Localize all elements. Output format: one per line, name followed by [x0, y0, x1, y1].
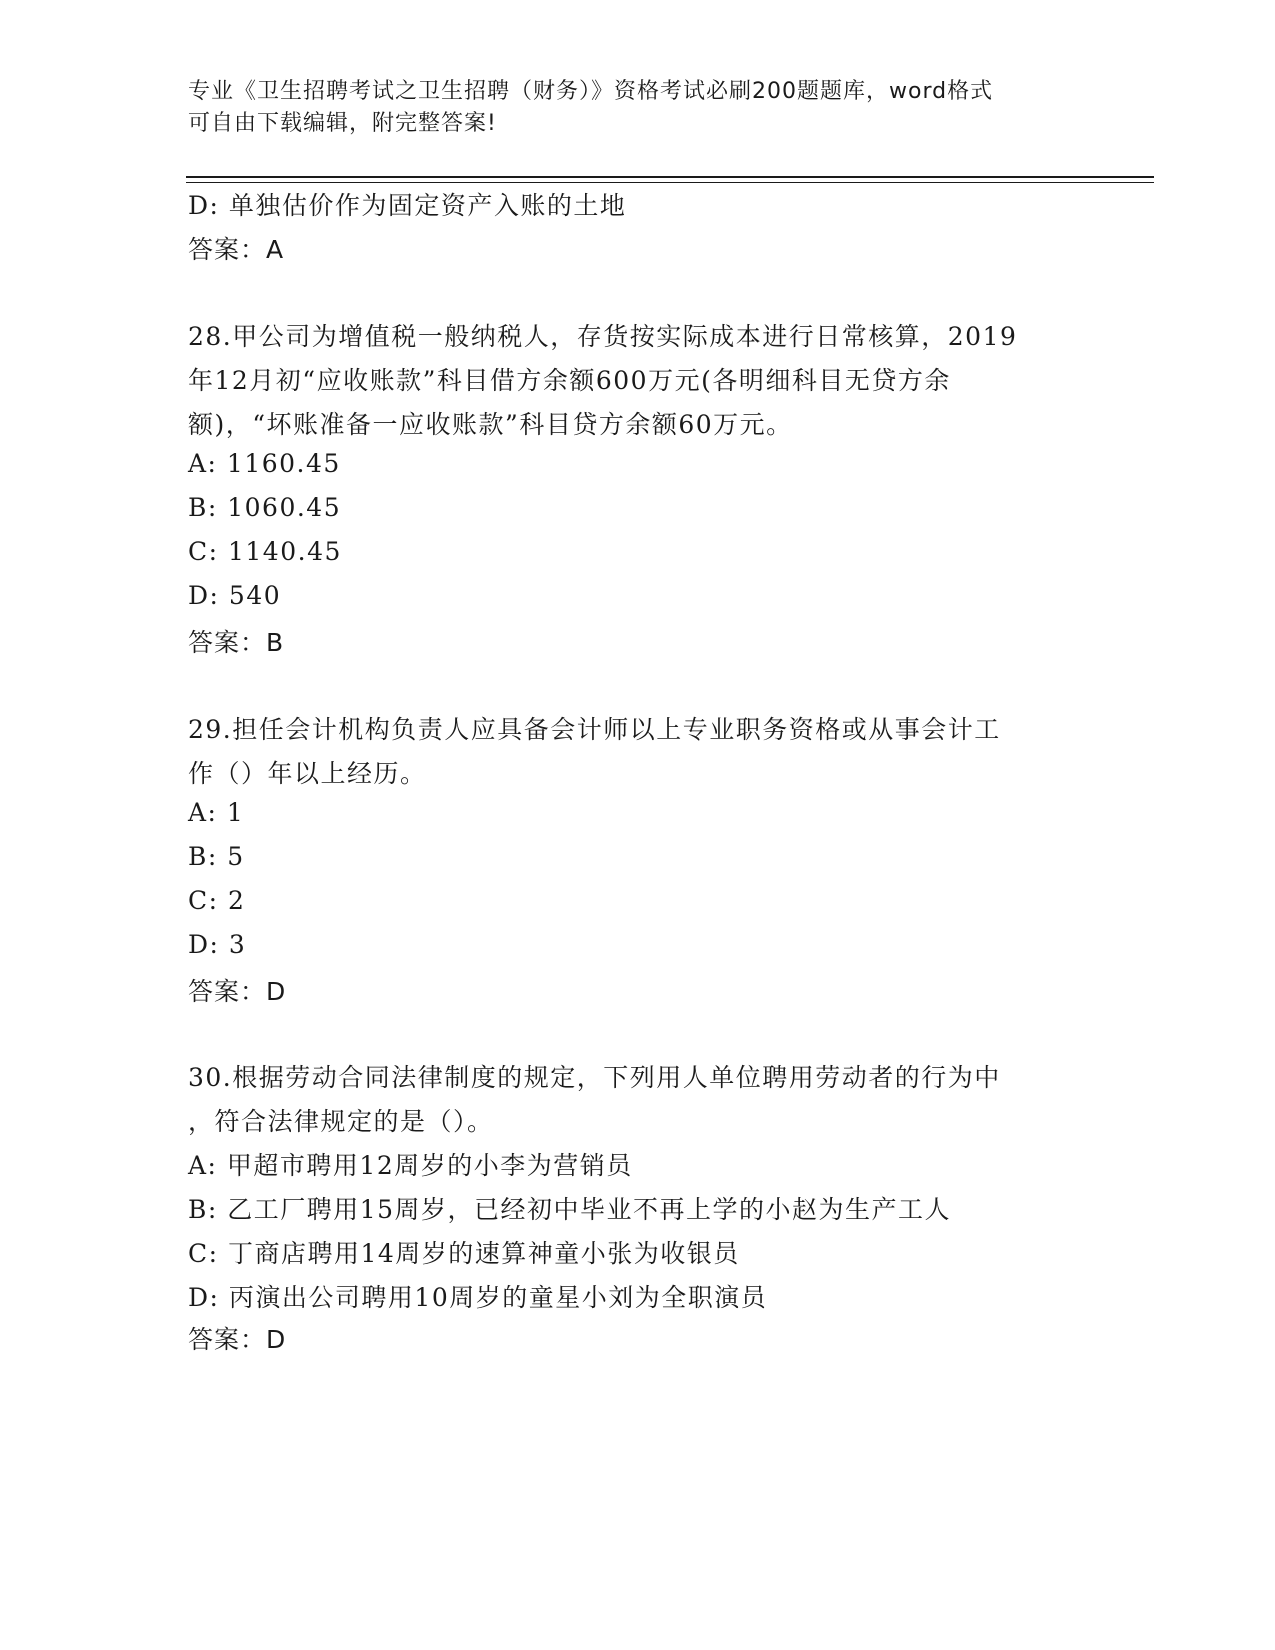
option-c: C: 1140.45 [188, 537, 342, 566]
answer-label: 答案：B [188, 628, 285, 657]
header-divider-thick [186, 176, 1154, 178]
header-line-2: 可自由下载编辑，附完整答案! [188, 111, 497, 136]
option-b: B: 乙工厂聘用15周岁，已经初中毕业不再上学的小赵为生产工人 [188, 1195, 952, 1224]
question-stem-line: 29.担任会计机构负责人应具备会计师以上专业职务资格或从事会计工 [188, 715, 1001, 744]
option-c: C: 丁商店聘用14周岁的速算神童小张为收银员 [188, 1239, 740, 1268]
answer-label: 答案：D [188, 977, 287, 1006]
option-a: A: 1 [188, 798, 245, 827]
prev-answer: 答案：A [188, 235, 285, 264]
header-line-1: 专业《卫生招聘考试之卫生招聘（财务）》资格考试必刷200题题库，word格式 [188, 79, 994, 104]
question-stem-line: 30.根据劳动合同法律制度的规定，下列用人单位聘用劳动者的行为中 [188, 1063, 1001, 1092]
option-d: D: 540 [188, 581, 282, 610]
prev-option-d: D: 单独估价作为固定资产入账的土地 [188, 191, 627, 220]
document-header [188, 76, 1068, 140]
option-d: D: 3 [188, 930, 247, 959]
option-a: A: 甲超市聘用12周岁的小李为营销员 [188, 1151, 633, 1180]
question-stem-line: 28.甲公司为增值税一般纳税人，存货按实际成本进行日常核算，2019 [188, 322, 1018, 351]
question-stem-line: 额)，“坏账准备一应收账款”科目贷方余额60万元。 [188, 410, 793, 439]
option-a: A: 1160.45 [188, 449, 341, 478]
option-d: D: 丙演出公司聘用10周岁的童星小刘为全职演员 [188, 1283, 768, 1312]
answer-label: 答案：D [188, 1325, 287, 1354]
option-b: B: 1060.45 [188, 493, 342, 522]
header-divider-thin [186, 182, 1154, 183]
question-stem-line: 作（）年以上经历。 [188, 759, 427, 788]
option-c: C: 2 [188, 886, 246, 915]
question-stem-line: ，符合法律规定的是（）。 [188, 1107, 494, 1136]
option-b: B: 5 [188, 842, 245, 871]
question-stem-line: 年12月初“应收账款”科目借方余额600万元(各明细科目无贷方余 [188, 366, 951, 395]
